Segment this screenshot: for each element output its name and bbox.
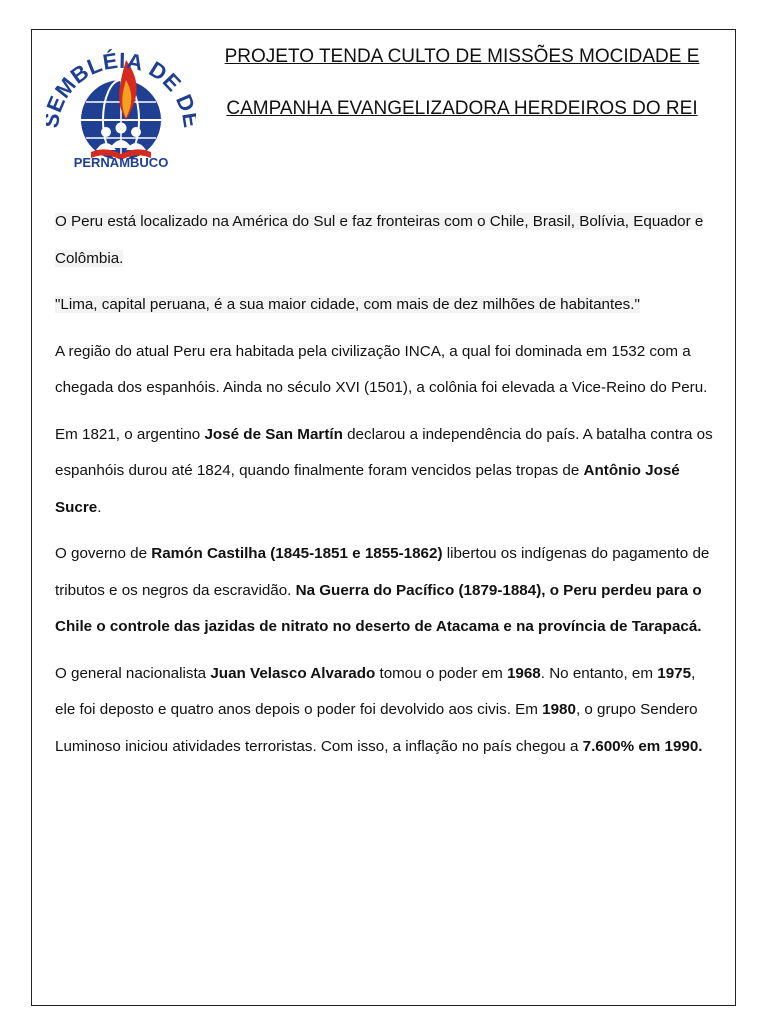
bold-pacific-war: Na Guerra do Pacífico (1879-1884), o Peru perdeu para o Chile o controle das jazidas de nitrato no deserto de Atacama e na província de Tarapacá. bbox=[55, 581, 702, 635]
church-logo bbox=[46, 36, 196, 174]
bold-1968: 1968 bbox=[506, 664, 541, 682]
paragraph-independence: Em 1821, o argentino José de San Martín declarou a independência do país. A batalha contra os espanhóis durou até 1824, quando finalmente foram vencidos pelas tropas de Antônio José Sucre. bbox=[55, 425, 713, 516]
bold-1980: 1980 bbox=[542, 701, 576, 718]
document-title-line-2: CAMPANHA EVANGELIZADORA HERDEIROS DO REI bbox=[226, 98, 698, 119]
bold-velasco: Juan Velasco Alvarado bbox=[210, 664, 376, 682]
paragraph-inca-history: A região do atual Peru era habitada pela civilização INCA, a qual foi dominada em 1532 com a chegada dos espanhóis. Ainda no século XVI (1501), a colônia foi elevada a Vice-Reino do Peru. bbox=[55, 342, 708, 396]
paragraph-geography: O Peru está localizado na América do Sul e faz fronteiras com o Chile, Brasil, Bolívia, Equador e Colômbia. bbox=[55, 213, 704, 267]
logo-region-text: PERNAMBUCO bbox=[73, 155, 169, 170]
document-title-line-1: PROJETO TENDA CULTO DE MISSÕES MOCIDADE E bbox=[224, 46, 700, 67]
paragraph-capital: "Lima, capital peruana, é a sua maior cidade, com mais de dez milhões de habitantes." bbox=[55, 296, 640, 313]
bold-castilha: Ramón Castilha (1845-1851 e 1855-1862) bbox=[151, 545, 443, 562]
paragraph-velasco: O general nacionalista Juan Velasco Alvarado tomou o poder em 1968. No entanto, em 1975, ele foi deposto e quatro anos depois o poder foi devolvido aos civis. Em 1980, o grupo Sendero Luminoso iniciou atividades terroristas. Com isso, a inflação no país chegou a 7.600% em 1990. bbox=[55, 664, 703, 755]
bold-1975: 1975 bbox=[657, 664, 692, 682]
logo-arc-text: MBLÉIA DE bbox=[49, 47, 187, 103]
document-body bbox=[55, 204, 719, 775]
bold-san-martin: José de San Martín bbox=[204, 425, 343, 443]
bold-inflation: 7.600% em 1990. bbox=[582, 737, 703, 755]
bold-sucre: Antônio José Sucre bbox=[55, 462, 680, 516]
paragraph-castilha: O governo de Ramón Castilha (1845-1851 e 1855-1862) libertou os indígenas do pagamento de tributos e os negros da escravidão. Na Guerra do Pacífico (1879-1884), o Peru perdeu para o Chile o controle das jazidas de nitrato no deserto de Atacama e na província de Tarapacá. bbox=[55, 545, 710, 635]
